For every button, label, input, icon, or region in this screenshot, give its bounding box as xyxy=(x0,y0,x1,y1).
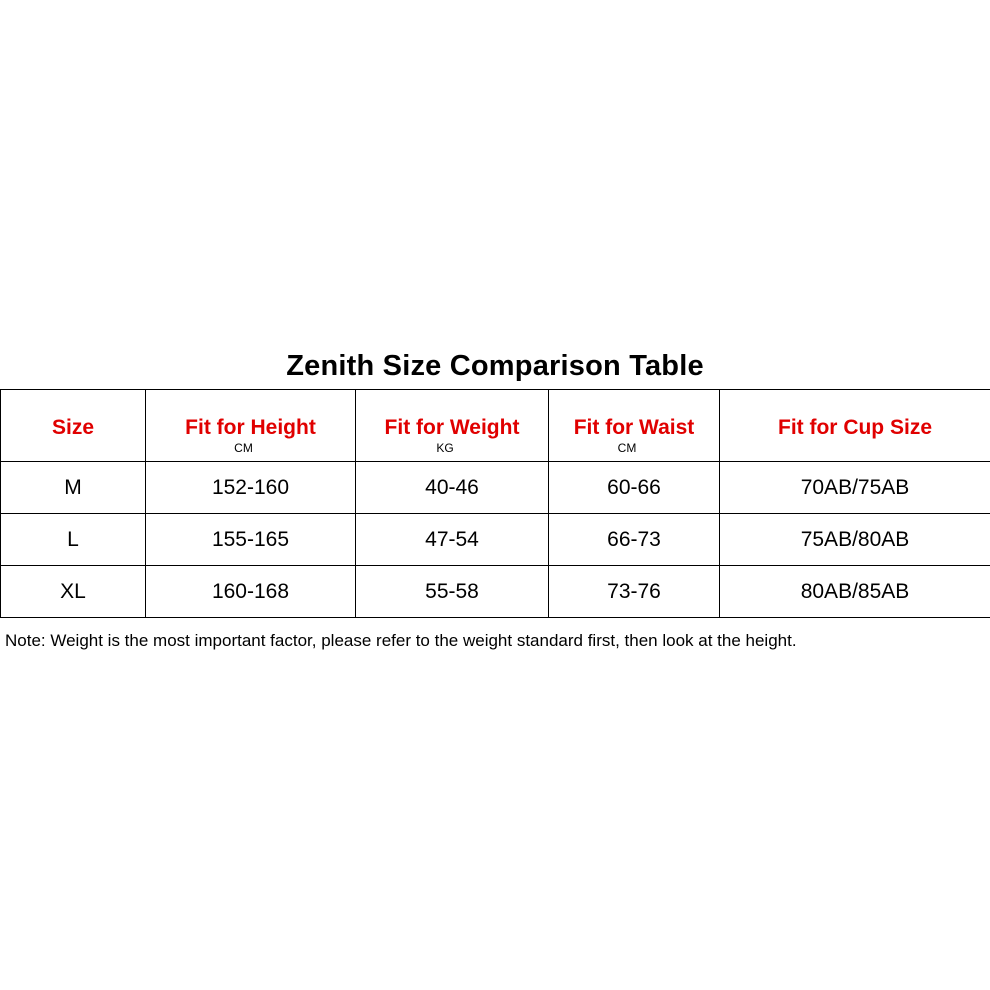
table-header-row xyxy=(1,390,990,462)
cell-cup-size: 80AB/85AB xyxy=(720,566,990,618)
header-label: Fit for Height xyxy=(185,416,316,439)
cell-height: 152-160 xyxy=(146,462,356,514)
cell-cup-size: 70AB/75AB xyxy=(720,462,990,514)
header-weight xyxy=(356,390,549,462)
table-row xyxy=(1,566,990,618)
cell-weight: 55-58 xyxy=(356,566,549,618)
table-row xyxy=(1,462,990,514)
header-unit: CM xyxy=(617,441,637,455)
header-unit: CM xyxy=(234,441,253,455)
cell-height: 155-165 xyxy=(146,514,356,566)
header-label: Fit for Waist xyxy=(573,416,695,439)
cell-waist: 60-66 xyxy=(549,462,720,514)
header-size xyxy=(1,390,146,462)
cell-weight: 47-54 xyxy=(356,514,549,566)
header-height xyxy=(146,390,356,462)
cell-weight: 40-46 xyxy=(356,462,549,514)
cell-size: L xyxy=(1,514,146,566)
cell-waist: 73-76 xyxy=(549,566,720,618)
page-title: Zenith Size Comparison Table xyxy=(286,350,704,382)
header-unit: KG xyxy=(436,441,454,455)
header-cup-size xyxy=(720,390,990,462)
table-row xyxy=(1,514,990,566)
footnote: Note: Weight is the most important factor, please refer to the weight standard first, then look at the height. xyxy=(5,631,797,650)
cell-cup-size: 75AB/80AB xyxy=(720,514,990,566)
header-label: Fit for Weight xyxy=(384,416,520,439)
size-comparison-table xyxy=(0,389,990,618)
cell-height: 160-168 xyxy=(146,566,356,618)
header-label: Fit for Cup Size xyxy=(778,416,932,439)
header-label: Size xyxy=(51,416,95,439)
cell-waist: 66-73 xyxy=(549,514,720,566)
cell-size: XL xyxy=(1,566,146,618)
cell-size: M xyxy=(1,462,146,514)
header-waist xyxy=(549,390,720,462)
